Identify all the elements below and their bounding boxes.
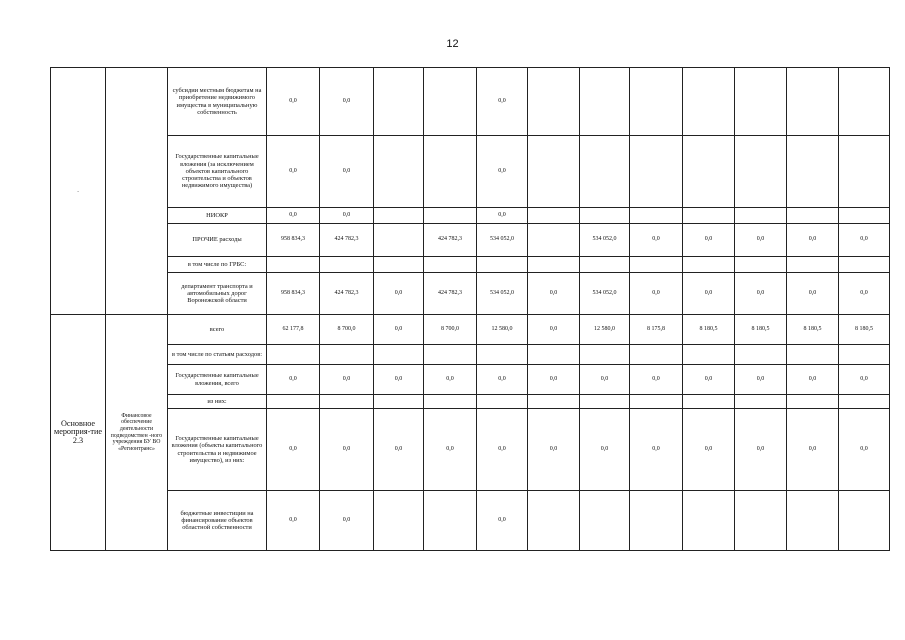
value-cell (580, 395, 630, 409)
value-cell: 0,0 (424, 365, 477, 395)
table-row (51, 224, 890, 257)
value-cell (580, 68, 630, 136)
executor-cell (106, 68, 168, 315)
value-cell: 0,0 (267, 208, 320, 224)
value-cell (839, 136, 890, 208)
expense-label-cell: бюджетные инвестиции на финансирование объектов областной собственности (168, 491, 267, 551)
value-cell (735, 395, 787, 409)
value-cell (683, 257, 735, 273)
value-cell (580, 257, 630, 273)
value-cell: 0,0 (839, 365, 890, 395)
value-cell (374, 68, 424, 136)
value-cell: 0,0 (267, 136, 320, 208)
value-cell (528, 257, 580, 273)
value-cell (787, 257, 839, 273)
value-cell (374, 395, 424, 409)
value-cell: 0,0 (787, 409, 839, 491)
value-cell: 0,0 (528, 409, 580, 491)
value-cell (528, 68, 580, 136)
expense-label-cell: в том числе по ГРБС: (168, 257, 267, 273)
value-cell (839, 208, 890, 224)
value-cell (839, 68, 890, 136)
value-cell: 8 180,5 (735, 315, 787, 345)
value-cell: 0,0 (477, 136, 528, 208)
value-cell: 0,0 (320, 491, 374, 551)
value-cell (630, 345, 683, 365)
value-cell: 0,0 (477, 409, 528, 491)
value-cell (683, 345, 735, 365)
value-cell (735, 208, 787, 224)
section-marker: . (77, 187, 79, 195)
value-cell: 534 052,0 (477, 273, 528, 315)
value-cell (580, 491, 630, 551)
value-cell: 8 180,5 (683, 315, 735, 345)
value-cell: 0,0 (320, 136, 374, 208)
value-cell: 0,0 (374, 409, 424, 491)
value-cell: 0,0 (630, 409, 683, 491)
value-cell: 0,0 (477, 491, 528, 551)
value-cell (787, 136, 839, 208)
expense-label-cell: департамент транспорта и автомобильных дорог Воронежской области (168, 273, 267, 315)
value-cell (424, 345, 477, 365)
value-cell (630, 257, 683, 273)
value-cell (477, 257, 528, 273)
value-cell (424, 491, 477, 551)
expense-label-cell: из них: (168, 395, 267, 409)
value-cell: 0,0 (477, 208, 528, 224)
value-cell: 0,0 (580, 409, 630, 491)
expense-label-cell: Государственные капитальные вложения, всего (168, 365, 267, 395)
expense-label-cell: Государственные капитальные вложения (за исключением объектов капитального строительства и объектов недвижимого имущества) (168, 136, 267, 208)
value-cell: 0,0 (683, 273, 735, 315)
value-cell: 0,0 (839, 273, 890, 315)
value-cell: 0,0 (735, 224, 787, 257)
value-cell: 0,0 (528, 273, 580, 315)
value-cell: 0,0 (787, 273, 839, 315)
value-cell: 8 180,5 (787, 315, 839, 345)
value-cell: 8 175,8 (630, 315, 683, 345)
value-cell (424, 136, 477, 208)
value-cell (839, 491, 890, 551)
value-cell (528, 345, 580, 365)
value-cell (580, 136, 630, 208)
value-cell: 424 782,3 (320, 224, 374, 257)
value-cell (374, 224, 424, 257)
table-row (51, 136, 890, 208)
value-cell: 8 180,5 (839, 315, 890, 345)
value-cell: 0,0 (787, 365, 839, 395)
value-cell: 0,0 (477, 365, 528, 395)
value-cell (580, 345, 630, 365)
value-cell (374, 257, 424, 273)
expense-label-cell: НИОКР (168, 208, 267, 224)
value-cell: 0,0 (683, 224, 735, 257)
value-cell (528, 208, 580, 224)
table-row (51, 395, 890, 409)
value-cell: 0,0 (580, 365, 630, 395)
expense-label-cell: в том числе по статьям расходов: (168, 345, 267, 365)
value-cell: 8 700,0 (424, 315, 477, 345)
value-cell (683, 208, 735, 224)
value-cell: 0,0 (735, 273, 787, 315)
value-cell (374, 491, 424, 551)
value-cell: 0,0 (735, 365, 787, 395)
value-cell (735, 136, 787, 208)
value-cell: 0,0 (528, 315, 580, 345)
value-cell (839, 345, 890, 365)
value-cell (267, 345, 320, 365)
value-cell (424, 208, 477, 224)
value-cell: 534 052,0 (477, 224, 528, 257)
table-row (51, 273, 890, 315)
value-cell (787, 491, 839, 551)
value-cell: 0,0 (630, 273, 683, 315)
value-cell (267, 257, 320, 273)
value-cell (839, 257, 890, 273)
budget-table (50, 67, 890, 551)
value-cell: 424 782,3 (320, 273, 374, 315)
value-cell (528, 224, 580, 257)
value-cell: 0,0 (374, 273, 424, 315)
value-cell (267, 395, 320, 409)
value-cell: 0,0 (735, 409, 787, 491)
value-cell (630, 491, 683, 551)
value-cell: 0,0 (267, 68, 320, 136)
value-cell: 0,0 (683, 365, 735, 395)
value-cell: 424 782,3 (424, 273, 477, 315)
executor-cell: Финансовое обеспечение деятельности подведомствен -ного учреждения БУ ВО «Регионтранс» (106, 315, 168, 551)
value-cell: 0,0 (374, 315, 424, 345)
value-cell (528, 395, 580, 409)
value-cell: 0,0 (424, 409, 477, 491)
table-row (51, 208, 890, 224)
value-cell: 958 834,3 (267, 224, 320, 257)
value-cell: 0,0 (320, 68, 374, 136)
value-cell (374, 345, 424, 365)
value-cell (630, 395, 683, 409)
value-cell: 0,0 (528, 365, 580, 395)
value-cell: 62 177,8 (267, 315, 320, 345)
value-cell (630, 208, 683, 224)
value-cell: 12 580,0 (477, 315, 528, 345)
value-cell (683, 68, 735, 136)
value-cell: 0,0 (477, 68, 528, 136)
table-row (51, 315, 890, 345)
value-cell (374, 208, 424, 224)
page-number: 12 (446, 38, 459, 50)
value-cell: 0,0 (839, 409, 890, 491)
value-cell (735, 68, 787, 136)
value-cell (320, 395, 374, 409)
value-cell: 0,0 (267, 409, 320, 491)
value-cell: 8 700,0 (320, 315, 374, 345)
value-cell (374, 136, 424, 208)
table-row (51, 491, 890, 551)
measure-name-cell (51, 68, 106, 315)
value-cell: 0,0 (320, 409, 374, 491)
expense-label-cell: Государственные капитальные вложения (объекты капитального строительства и недвижимое имущество), из них: (168, 409, 267, 491)
value-cell: 0,0 (374, 365, 424, 395)
value-cell (735, 491, 787, 551)
value-cell (787, 68, 839, 136)
table-row (51, 345, 890, 365)
value-cell (477, 395, 528, 409)
value-cell: 0,0 (630, 365, 683, 395)
value-cell (735, 257, 787, 273)
value-cell (787, 395, 839, 409)
value-cell: 0,0 (320, 365, 374, 395)
value-cell (787, 345, 839, 365)
value-cell: 0,0 (630, 224, 683, 257)
value-cell (630, 68, 683, 136)
value-cell: 0,0 (320, 208, 374, 224)
value-cell (424, 395, 477, 409)
table-row (51, 257, 890, 273)
measure-name-cell: Основное мероприя-тие 2.3 (51, 315, 106, 551)
expense-label-cell: всего (168, 315, 267, 345)
value-cell: 0,0 (787, 224, 839, 257)
value-cell: 0,0 (267, 491, 320, 551)
value-cell (630, 136, 683, 208)
value-cell (683, 491, 735, 551)
table-row (51, 68, 890, 136)
value-cell: 0,0 (683, 409, 735, 491)
value-cell: 0,0 (267, 365, 320, 395)
value-cell: 0,0 (839, 224, 890, 257)
value-cell (320, 257, 374, 273)
value-cell (787, 208, 839, 224)
value-cell (528, 491, 580, 551)
value-cell: 958 834,3 (267, 273, 320, 315)
value-cell: 424 782,3 (424, 224, 477, 257)
value-cell: 534 052,0 (580, 224, 630, 257)
value-cell (320, 345, 374, 365)
value-cell (528, 136, 580, 208)
value-cell: 12 580,0 (580, 315, 630, 345)
value-cell (683, 395, 735, 409)
value-cell (424, 257, 477, 273)
table-row (51, 365, 890, 395)
value-cell (839, 395, 890, 409)
table-row (51, 409, 890, 491)
value-cell (683, 136, 735, 208)
value-cell: 534 052,0 (580, 273, 630, 315)
value-cell (424, 68, 477, 136)
value-cell (735, 345, 787, 365)
value-cell (477, 345, 528, 365)
expense-label-cell: ПРОЧИЕ расходы (168, 224, 267, 257)
value-cell (580, 208, 630, 224)
expense-label-cell: субсидии местным бюджетам на приобретение недвижимого имущества в муниципальную собственность (168, 68, 267, 136)
